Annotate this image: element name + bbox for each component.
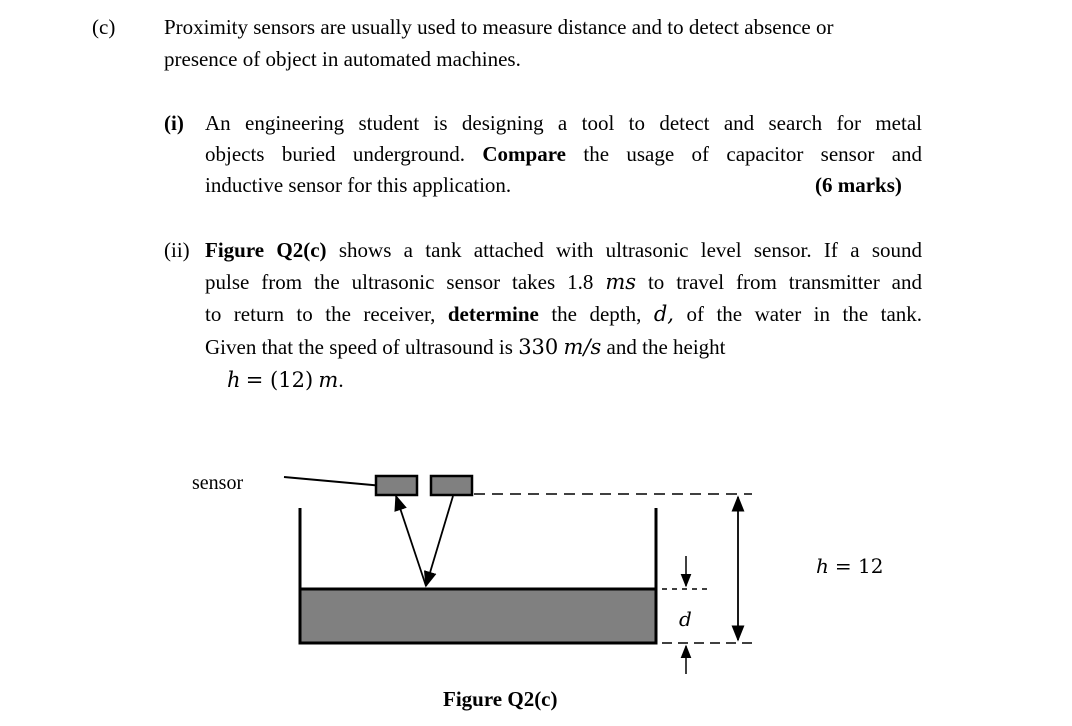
figure-ref: Figure Q2(c) (205, 238, 327, 262)
sensor-label: sensor (192, 472, 244, 494)
marks-text: (6 marks) (815, 173, 902, 197)
depth-variable: d, (653, 302, 674, 326)
part-ii-line-1-rest: shows a tank attached with ultrasonic level sensor. If a sound (338, 238, 923, 262)
time-unit: ms (605, 270, 637, 294)
transmitter-block (376, 476, 417, 495)
speed-unit: m/s (563, 335, 602, 359)
water (300, 589, 656, 643)
compare-keyword: Compare (482, 142, 566, 166)
part-i-label-text: (i) (164, 111, 184, 135)
h-label (816, 554, 883, 578)
height-equals: = (12) (245, 368, 314, 392)
part-i-line-2-a: objects buried underground. (205, 142, 466, 166)
part-ii-line-3-b: the depth, (551, 302, 642, 326)
part-ii-line-3-c: of the water in the tank. (686, 302, 923, 326)
incident-beam (426, 496, 453, 586)
part-ii-label: (ii) (164, 238, 190, 262)
speed-value: 330 (518, 335, 559, 359)
height-period: . (338, 368, 344, 392)
section-label: (c) (92, 15, 116, 39)
height-unit: m (318, 368, 339, 392)
receiver-block (431, 476, 472, 495)
intro-line-2: presence of object in automated machines. (164, 47, 521, 71)
part-ii-line-3-a: to return to the receiver, (205, 302, 436, 326)
h-label-var: h (816, 554, 829, 578)
reflected-beam (396, 496, 426, 586)
h-label-val: = 12 (834, 554, 884, 578)
part-ii-line-4-a: Given that the speed of ultrasound is (205, 335, 513, 359)
part-ii-line-4-b: and the height (606, 335, 726, 359)
intro-line-1: Proximity sensors are usually used to measure distance and to detect absence or (164, 15, 834, 39)
part-i-line-1: An engineering student is designing a tool to detect and search for metal (205, 111, 922, 135)
part-i-line-2-b: the usage of capacitor sensor and (583, 142, 923, 166)
part-ii-line-2-b: to travel from transmitter and (647, 270, 923, 294)
figure-caption: Figure Q2(c) (443, 687, 558, 711)
height-variable: h (227, 368, 241, 392)
part-ii-line-2-a: pulse from the ultrasonic sensor takes 1.8 (205, 270, 594, 294)
determine-keyword: determine (447, 302, 539, 326)
part-i-line-3: inductive sensor for this application. (205, 173, 512, 197)
d-label: d (679, 607, 692, 631)
